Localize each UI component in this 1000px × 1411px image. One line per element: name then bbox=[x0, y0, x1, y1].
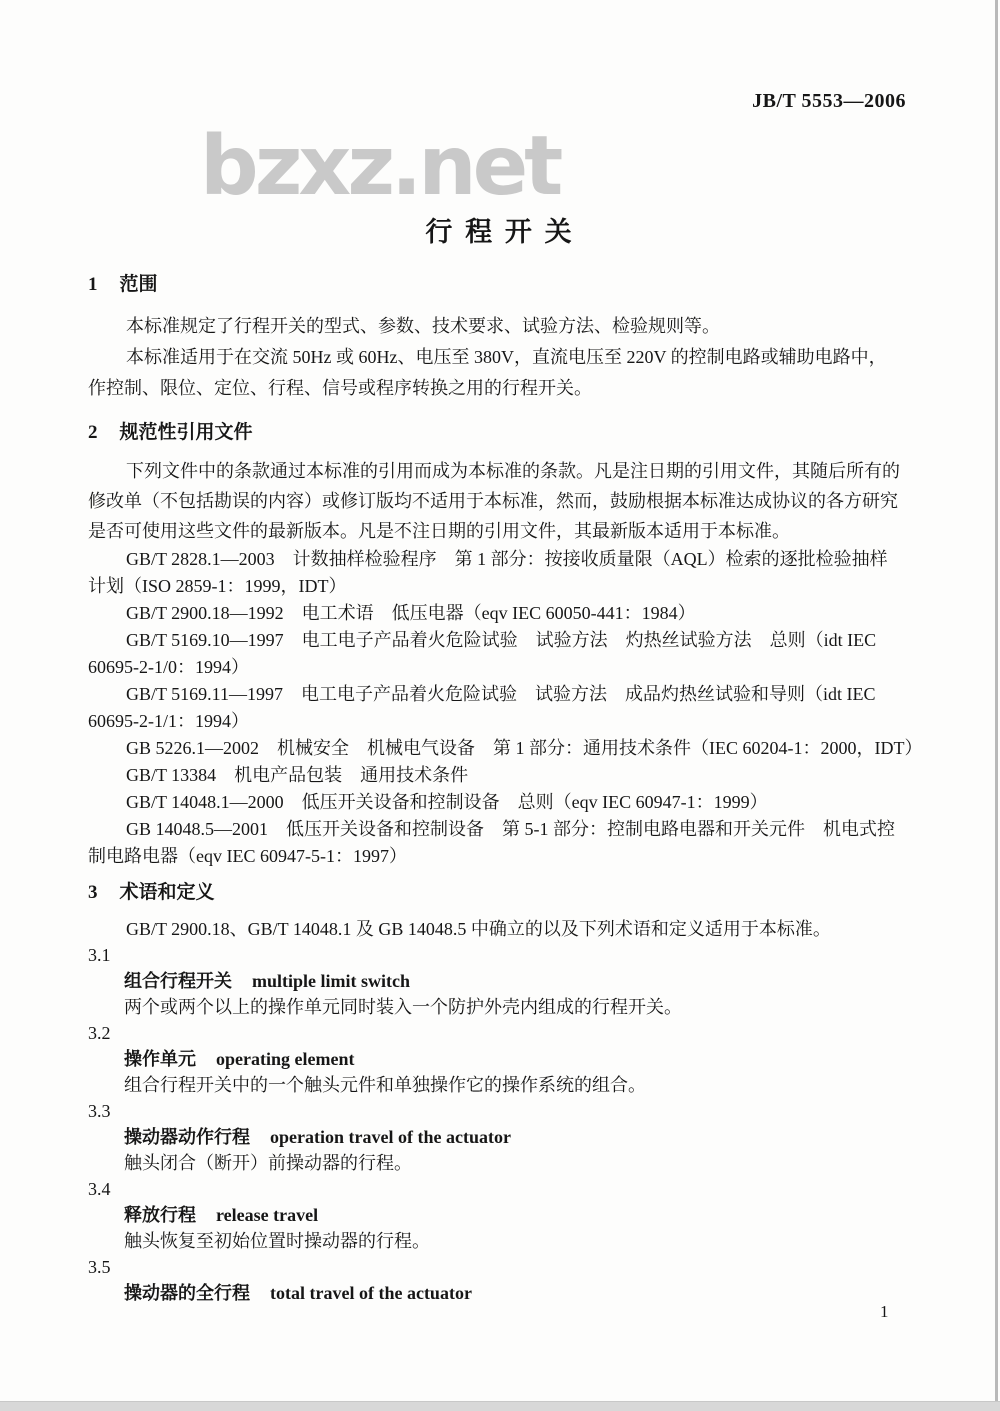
term-number: 3.3 bbox=[88, 1101, 111, 1121]
reference-line: GB 14048.5—2001 低压开关设备和控制设备 第 5-1 部分：控制电路电器和开关元件 机电式控 bbox=[126, 819, 895, 839]
section-1-title: 范围 bbox=[119, 274, 158, 295]
document-body bbox=[88, 272, 923, 1306]
term-name-en: operating element bbox=[216, 1049, 355, 1069]
section-3-title: 术语和定义 bbox=[119, 882, 215, 903]
term-definition: 两个或两个以上的操作单元同时装入一个防护外壳内组成的行程开关。 bbox=[124, 997, 682, 1017]
term-block bbox=[88, 1020, 918, 1098]
term-name-zh: 释放行程 bbox=[124, 1205, 196, 1225]
paragraph-line: 作控制、限位、定位、行程、信号或程序转换之用的行程开关。 bbox=[88, 378, 592, 398]
term-name-en: total travel of the actuator bbox=[270, 1283, 472, 1303]
term-name-zh: 组合行程开关 bbox=[124, 971, 232, 991]
reference-line: 计划（ISO 2859-1：1999，IDT） bbox=[88, 576, 347, 596]
paragraph-line: 修改单（不包括勘误的内容）或修订版均不适用于本标准，然而，鼓励根据本标准达成协议的各方研究 bbox=[88, 491, 898, 511]
scan-edge-bottom bbox=[0, 1401, 1000, 1411]
term-name bbox=[88, 1202, 918, 1228]
term-block bbox=[88, 1098, 918, 1176]
reference-line: 制电路电器（eqv IEC 60947-5-1：1997） bbox=[88, 846, 407, 866]
normative-references-list bbox=[88, 546, 923, 870]
term-number: 3.4 bbox=[88, 1179, 111, 1199]
reference-line: GB/T 2900.18—1992 电工术语 低压电器（eqv IEC 60050-441：1984） bbox=[126, 603, 696, 623]
reference-line: GB 5226.1—2002 机械安全 机械电气设备 第 1 部分：通用技术条件（IEC 60204-1：2000，IDT） bbox=[126, 738, 923, 758]
paragraph-line: 是否可使用这些文件的最新版本。凡是不注日期的引用文件，其最新版本适用于本标准。 bbox=[88, 521, 790, 541]
term-name-en: multiple limit switch bbox=[252, 971, 410, 991]
term-number: 3.5 bbox=[88, 1257, 111, 1277]
term-name-zh: 操动器的全行程 bbox=[124, 1283, 250, 1303]
paragraph-line: 本标准适用于在交流 50Hz 或 60Hz、电压至 380V，直流电压至 220V 的控制电路或辅助电路中， bbox=[126, 347, 887, 367]
term-number: 3.2 bbox=[88, 1023, 111, 1043]
term-name bbox=[88, 968, 918, 994]
term-block bbox=[88, 1176, 918, 1254]
doc-number: JB/T 5553—2006 bbox=[752, 90, 906, 112]
reference-line: 60695-2-1/1：1994） bbox=[88, 711, 249, 731]
term-name-en: operation travel of the actuator bbox=[270, 1127, 511, 1147]
term-name-zh: 操动器动作行程 bbox=[124, 1127, 250, 1147]
section-1-heading bbox=[88, 272, 918, 298]
reference-line: 60695-2-1/0：1994） bbox=[88, 657, 249, 677]
paragraph-line: 下列文件中的条款通过本标准的引用而成为本标准的条款。凡是注日期的引用文件，其随后所有的 bbox=[126, 461, 900, 481]
term-name-en: release travel bbox=[216, 1205, 319, 1225]
reference-line: GB/T 5169.10—1997 电工电子产品着火危险试验 试验方法 灼热丝试验方法 总则（idt IEC bbox=[126, 630, 877, 650]
section-1-number: 1 bbox=[88, 274, 98, 295]
section-2-title: 规范性引用文件 bbox=[119, 422, 253, 443]
paragraph-line: 本标准规定了行程开关的型式、参数、技术要求、试验方法、检验规则等。 bbox=[126, 316, 720, 336]
term-block bbox=[88, 1254, 918, 1306]
section-2-paragraph bbox=[88, 456, 918, 546]
term-definition: 组合行程开关中的一个触头元件和单独操作它的操作系统的组合。 bbox=[124, 1075, 646, 1095]
page-number: 1 bbox=[880, 1302, 889, 1321]
reference-line: GB/T 14048.1—2000 低压开关设备和控制设备 总则（eqv IEC 60947-1：1999） bbox=[126, 792, 768, 812]
term-definition: 触头闭合（断开）前操动器的行程。 bbox=[124, 1153, 412, 1173]
section-3-number: 3 bbox=[88, 882, 98, 903]
reference-line: GB/T 2828.1—2003 计数抽样检验程序 第 1 部分：按接收质量限（AQL）检索的逐批检验抽样 bbox=[126, 549, 888, 569]
section-2-number: 2 bbox=[88, 422, 98, 443]
section-3-heading bbox=[88, 880, 918, 906]
page-title: 行 程 开 关 bbox=[425, 217, 575, 247]
watermark: bzxz.net bbox=[200, 119, 560, 214]
terms-and-definitions bbox=[88, 916, 918, 1306]
term-name bbox=[88, 1280, 918, 1306]
term-number: 3.1 bbox=[88, 945, 111, 965]
reference-line: GB/T 5169.11—1997 电工电子产品着火危险试验 试验方法 成品灼热丝试验和导则（idt IEC bbox=[126, 684, 876, 704]
reference-line: GB/T 13384 机电产品包装 通用技术条件 bbox=[126, 765, 469, 785]
term-block bbox=[88, 942, 918, 1020]
section-2-heading bbox=[88, 420, 918, 446]
term-name bbox=[88, 1124, 918, 1150]
term-definition: 触头恢复至初始位置时操动器的行程。 bbox=[124, 1231, 430, 1251]
section-3-intro: GB/T 2900.18、GB/T 14048.1 及 GB 14048.5 中确立的以及下列术语和定义适用于本标准。 bbox=[126, 919, 831, 939]
term-name-zh: 操作单元 bbox=[124, 1049, 196, 1069]
section-1-paragraph bbox=[88, 311, 918, 404]
term-name bbox=[88, 1046, 918, 1072]
